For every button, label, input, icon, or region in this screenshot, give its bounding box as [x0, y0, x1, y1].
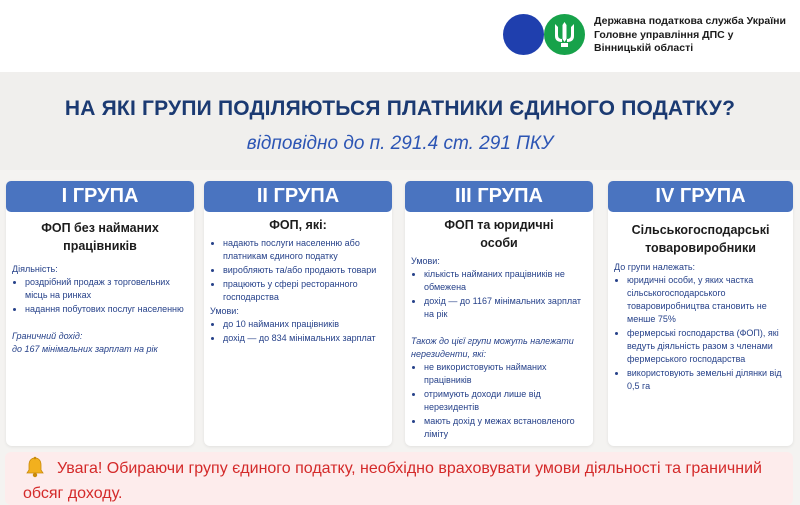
- nonresident-note: Також до цієї групи можуть належати нерезиденти, які:: [411, 336, 574, 359]
- group-card-3: [405, 181, 593, 446]
- group-body: [210, 237, 386, 346]
- group-body: [12, 263, 188, 356]
- limit-value: до 167 мінімальних зарплат на рік: [12, 344, 158, 354]
- page-title: НА ЯКІ ГРУПИ ПОДІЛЯЮТЬСЯ ПЛАТНИКИ ЄДИНОГО ПОДАТКУ?: [64, 97, 736, 120]
- belong-list: [614, 274, 787, 393]
- org-line: Головне управління ДПС у: [594, 28, 734, 41]
- nonresident-list: [411, 361, 587, 441]
- group-subtitle: [614, 221, 787, 257]
- subtitle-line: ФОП та юридичні: [444, 218, 554, 232]
- belong-label: До групи належать:: [614, 262, 696, 272]
- group-card-2: [204, 181, 392, 446]
- list-item: • юридичні особи, у яких частка сільськогосподарського товаровиробництва становить не менше 75%: [627, 274, 787, 326]
- activity-list: [12, 276, 188, 316]
- list-item: • фермерські господарства (ФОП), які ведуть діяльність разом з членами фермерського господарства: [627, 327, 787, 366]
- subtitle-line: ФОП, які:: [269, 218, 327, 232]
- list-item: • отримують доходи лише від нерезидентів: [424, 388, 587, 414]
- group-header: III ГРУПА: [405, 181, 593, 212]
- subtitle-line: працівників: [63, 239, 137, 253]
- group-card-4: [608, 181, 793, 446]
- group-header: I ГРУПА: [6, 181, 194, 212]
- emblem-icon: [503, 14, 544, 55]
- group-body: [411, 255, 587, 442]
- top-header: [0, 0, 800, 72]
- conditions-list: [411, 268, 587, 321]
- list-item: • роздрібний продаж з торговельних місць на ринках: [25, 276, 188, 302]
- warning-banner: [5, 452, 793, 505]
- limit-label: Граничний дохід:: [12, 331, 83, 341]
- conditions-label: Умови:: [411, 256, 440, 266]
- org-line: Державна податкова служба України: [594, 15, 786, 27]
- group-subtitle: [12, 219, 188, 255]
- org-line: Вінницькій області: [594, 42, 694, 54]
- group-header: II ГРУПА: [204, 181, 392, 212]
- group-header: IV ГРУПА: [608, 181, 793, 212]
- subtitle-line: товаровиробники: [645, 241, 756, 255]
- group-body: [614, 261, 787, 394]
- subtitle-line: Сільськогосподарські: [631, 223, 770, 237]
- list-item: • використовують земельні ділянки від 0,5 га: [627, 367, 787, 393]
- list-item: • до 10 найманих працівників: [223, 318, 386, 331]
- list-item: • виробляють та/або продають товари: [223, 264, 386, 277]
- list-item: • не використовують найманих працівників: [424, 361, 587, 387]
- warning-text: Увага! Обираючи групу єдиного податку, необхідно враховувати умови діяльності та граничний обсяг доходу.: [23, 460, 762, 502]
- group-subtitle: [411, 216, 587, 252]
- conditions-list: [210, 318, 386, 345]
- list-item: • надають послуги населенню або платникам єдиного податку: [223, 237, 386, 263]
- title-band: [0, 72, 800, 170]
- organization-name: [594, 15, 794, 56]
- trident-icon: [544, 14, 585, 55]
- group-subtitle: [210, 216, 386, 234]
- conditions-label: Умови:: [210, 306, 239, 316]
- activity-label: Діяльність:: [12, 264, 58, 274]
- subtitle-line: особи: [480, 236, 518, 250]
- group-card-1: [6, 181, 194, 446]
- list-item: • надання побутових послуг населенню: [25, 303, 188, 316]
- subtitle-line: ФОП без найманих: [41, 221, 159, 235]
- list-item: • дохід — до 834 мінімальних зарплат: [223, 332, 386, 345]
- activity-list: [210, 237, 386, 304]
- list-item: • мають дохід у межах встановленого ліміту: [424, 415, 587, 441]
- list-item: • дохід — до 1167 мінімальних зарплат на рік: [424, 295, 587, 321]
- list-item: • кількість найманих працівників не обмежена: [424, 268, 587, 294]
- page-subtitle: відповідно до п. 291.4 ст. 291 ПКУ: [246, 133, 554, 154]
- list-item: • працюють у сфері ресторанного господарства: [223, 278, 386, 304]
